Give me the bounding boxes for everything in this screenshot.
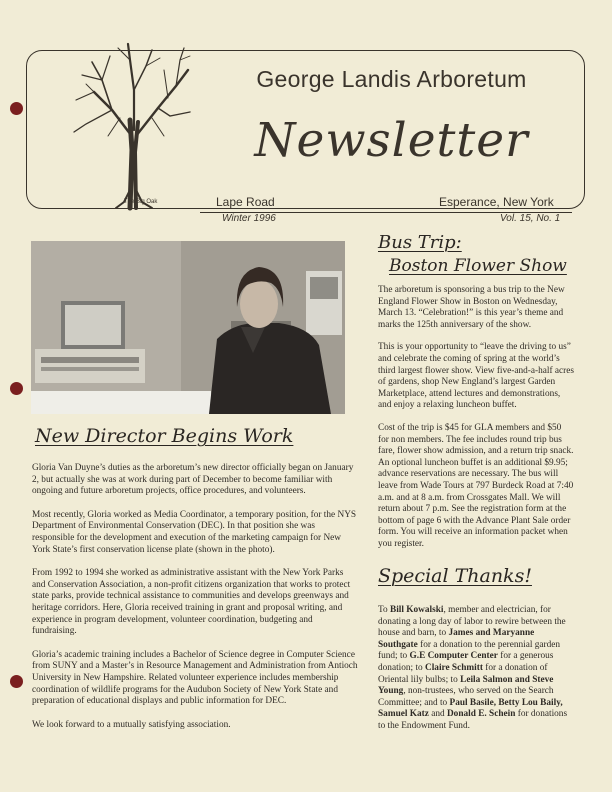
issue-date: Winter 1996 — [222, 213, 276, 224]
paragraph: This is your opportunity to “leave the driving to us” and celebrate the coming of spring at the world’s third largest flower show. View five-and-a-half acres of gardens, shop New England’s largest Garden Marketplace, attend lectures and demonstrations, and enjoy a relaxing luncheon buffet. — [378, 342, 574, 411]
punch-hole-bottom — [10, 675, 23, 688]
text-run: for donations to the Endowment Fund. — [378, 709, 568, 731]
newsletter-title: Newsletter — [254, 113, 529, 168]
bus-trip-heading: Bus Trip: — [378, 232, 462, 253]
address: Lape Road — [216, 195, 275, 209]
text-run: To — [378, 605, 391, 615]
text-run: for a donation of Oriental lily bulbs; to — [378, 662, 548, 685]
paragraph — [378, 605, 574, 733]
tree-caption: The Big Oak — [124, 199, 158, 205]
donor-name: Bill Kowalski — [390, 605, 444, 615]
location: Esperance, New York — [439, 195, 554, 209]
organization-name: George Landis Arboretum — [256, 66, 527, 92]
donor-name: G.E Computer Center — [409, 651, 498, 662]
text-run: , non-trustees, who served on the Search Committee; and to — [378, 686, 554, 708]
donor-name: Donald E. Schein — [446, 709, 516, 720]
director-article-heading: New Director Begins Work — [35, 425, 294, 447]
text-run: for a donation to the perennial garden fund; to — [378, 639, 561, 662]
paragraph: We look forward to a mutually satisfying association. — [32, 719, 231, 730]
donor-name: Claire Schmitt — [425, 662, 483, 673]
paragraph: Gloria Van Duyne’s duties as the arboretum’s new director officially began on January 2, but actually she was at work during part of December to become familiar with ongoing and future arboretum projects, office procedures, and volunteers. — [32, 463, 354, 497]
paragraph: The arboretum is sponsoring a bus trip to the New England Flower Show in Boston on Wednesday, March 13. “Celebration!” is this year’s theme and marks the 125th anniversary of the show. — [378, 285, 565, 330]
director-photo — [31, 241, 345, 414]
paragraph: Gloria’s academic training includes a Bachelor of Science degree in Computer Science from SUNY and a Master’s in Resource Management and Administration from Antioch University in New Hampshire. Related volunteer experience includes membership coordination of wildlife programs for the Audubon Society of New York State and preparation of educational displays and public information for DEC. — [32, 649, 358, 707]
text-run: for a generous donation; to — [378, 651, 554, 673]
oak-tree-illustration — [72, 40, 194, 212]
donor-name: Leila Salmon and Steve Young — [378, 674, 554, 697]
paragraph: From 1992 to 1994 she worked as administrative assistant with the New York Parks and Conservation Association, a non-profit citizens organization that works to protect state parks, provide technical assistance to communities and develops greenways and heritage corridors. Here, Gloria received training in grant and proposal writing, and experience in program development, volunteer coordination, budgeting and fundraising. — [32, 568, 351, 637]
issue-number: Vol. 15, No. 1 — [500, 213, 561, 224]
paragraph: Most recently, Gloria worked as Media Coordinator, a temporary position, for the NYS Department of Environmental Conservation (DEC). In that position she was responsible for the development and execution of the marketing campaign for New York State’s first conservation license plate (shown in the photo). — [32, 509, 357, 555]
text-run: , member and electrician, for donating a long day of labor to rewire between the house and barn, to — [378, 605, 566, 639]
special-thanks-body — [378, 605, 574, 733]
director-article-body — [32, 463, 358, 731]
bus-trip-subheading: Boston Flower Show — [389, 256, 567, 276]
donor-name: James and Maryanne Southgate — [378, 628, 535, 650]
special-thanks-heading: Special Thanks! — [378, 565, 532, 587]
bus-trip-body — [378, 285, 574, 550]
punch-hole-top — [10, 102, 23, 115]
text-run: and — [428, 709, 447, 720]
donor-name: Paul Basile, Betty Lou Baily, Samuel Katz — [378, 697, 563, 720]
paragraph: Cost of the trip is $45 for GLA members and $50 for non members. The fee includes round trip bus fare, flower show admission, and a return trip snack. An optional luncheon buffet is an additional $9.95; advance reservations are necessary. The bus will leave from Wade Tours at 797 Burdeck Road at 7:40 a.m. and at 8 a.m. from Crossgates Mall. We will return about 7 p.m. See the registration form at the bottom of page 6 with the Advance Plant Sale order form. You will receive an information packet when you register. — [378, 422, 574, 549]
punch-hole-middle — [10, 382, 23, 395]
